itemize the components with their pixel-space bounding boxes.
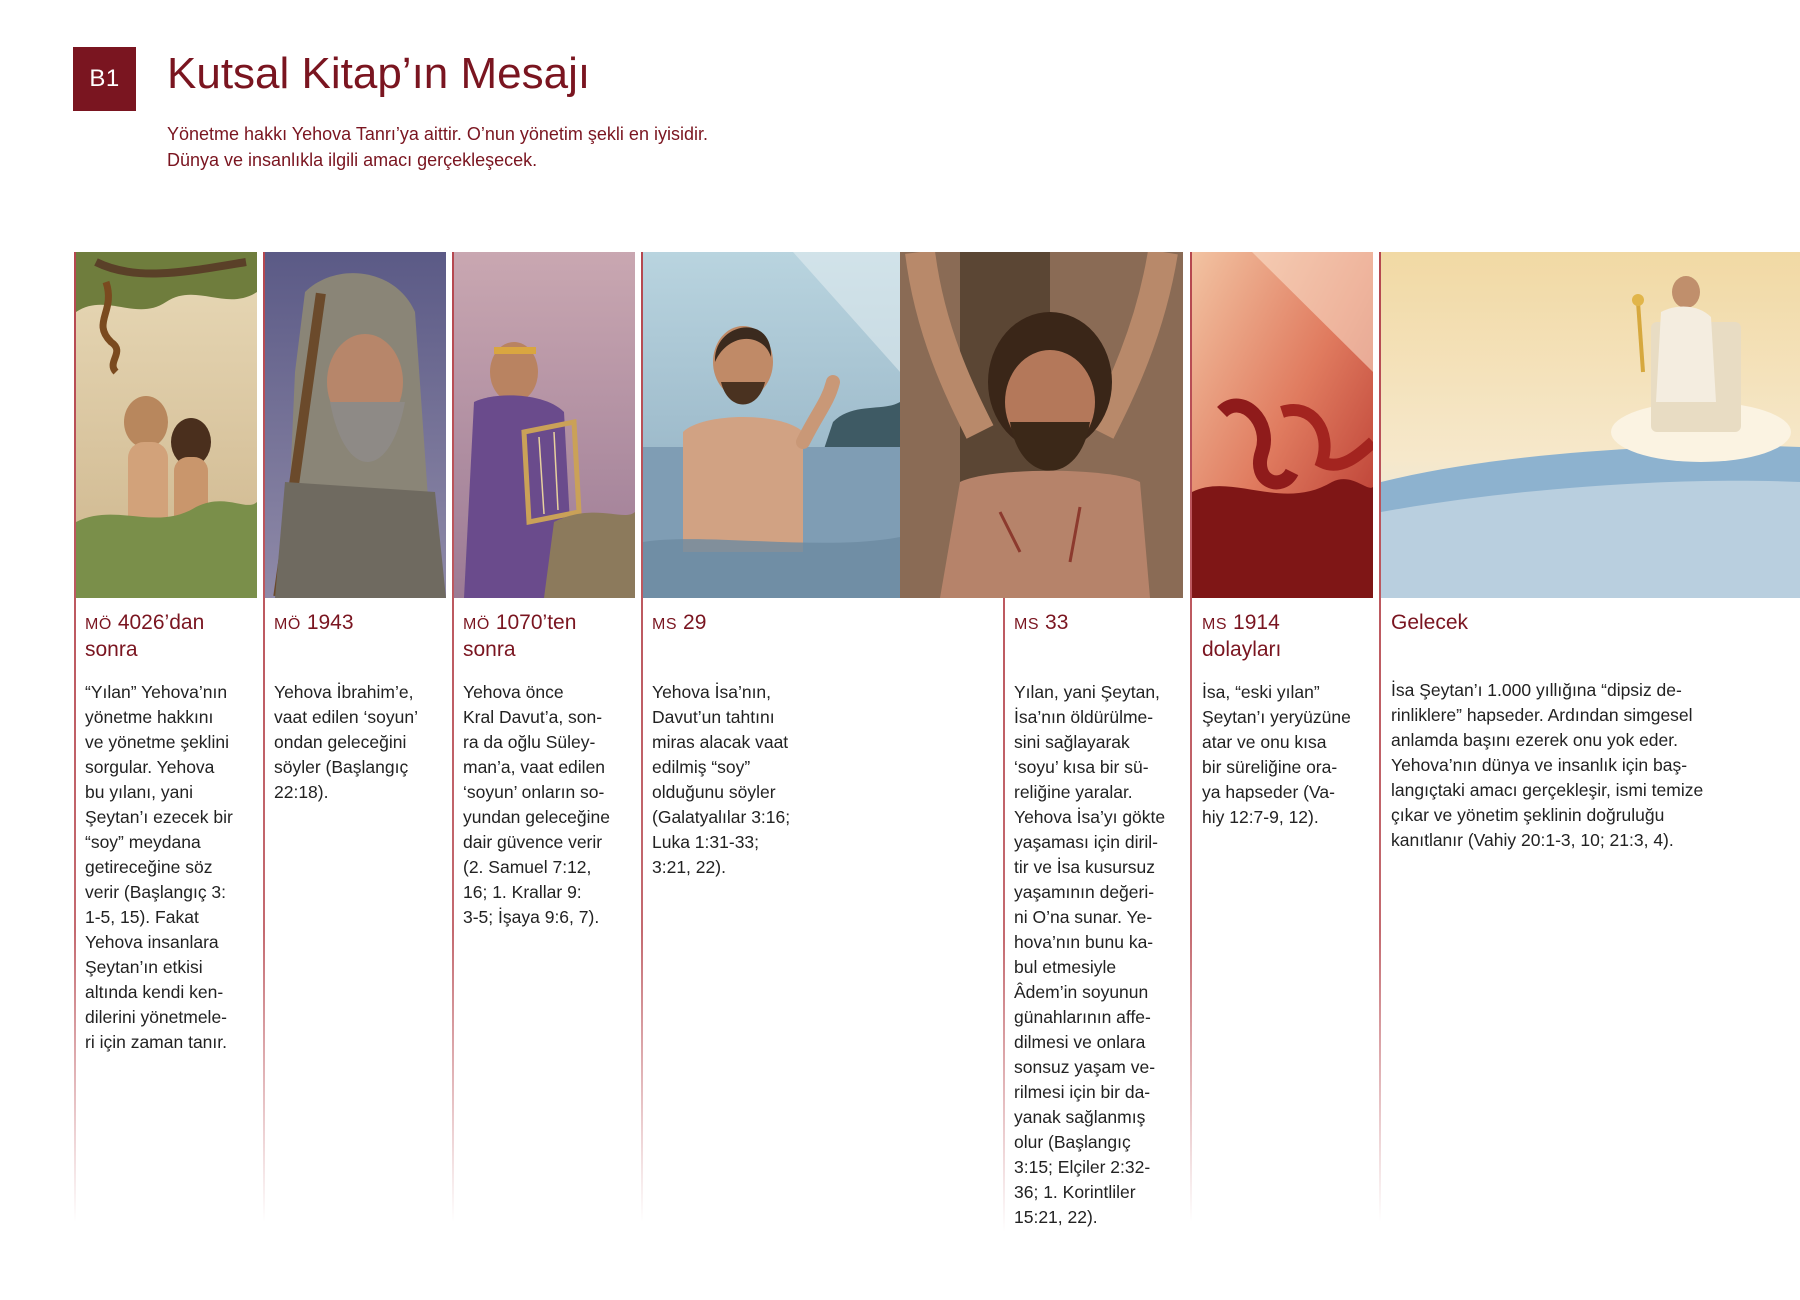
timeline-event [1014,610,1194,1230]
page-title: Kutsal Kitap’ın Mesajı [167,49,591,98]
timeline-event [463,610,643,930]
jesus-stake-illustration [900,252,1183,598]
page-subtitle [167,121,708,173]
king-david-harp-illustration [454,252,635,598]
timeline [0,252,1800,1252]
eden-serpent-illustration [76,252,257,598]
event-description: İsa, “eski yılan” Şeytan’ı yeryüzüne atar ve onu kısa bir süreliğine ora- ya hapseder (Va- hiy 12:7-9, 12). [1202,682,1351,827]
event-description: İsa Şeytan’ı 1.000 yıllığına “dipsiz de- rinliklere” hapseder. Ardından simgesel anlamda başını ezerek onu yok eder. Yehova’nın dünya ve insanlık için baş- langıçtaki amacı gerçekleşir, ismi temize çıkar ve yönetim şeklinin doğruluğu kanıtlanır (Vahiy 20:1-3, 10; 21:3, 4). [1391,680,1704,850]
timeline-event [85,610,260,1055]
timeline-event [1202,610,1382,830]
subtitle-line: Yönetme hakkı Yehova Tanrı’ya aittir. O’nun yönetim şekli en iyisidir. [167,124,708,144]
abraham-illustration [265,252,446,598]
subtitle-line: Dünya ve insanlıkla ilgili amacı gerçekleşecek. [167,150,538,170]
jesus-throne-earth-illustration [1381,252,1800,598]
event-date: MS 29 [652,611,707,634]
event-date: Gelecek [1391,611,1469,634]
event-date: MÖ 1070’ten sonra [463,611,577,661]
section-badge: B1 [73,47,136,111]
event-date: MÖ 4026’dan sonra [85,611,205,661]
satan-cast-down-illustration [1192,252,1373,598]
event-description: Yehova İsa’nın, Davut’un tahtını miras alacak vaat edilmiş “soy” olduğunu söyler (Galatyalılar 3:16; Luka 1:31-33; 3:21, 22). [652,682,791,877]
event-date: MS 33 [1014,611,1069,634]
event-description: “Yılan” Yehova’nın yönetme hakkını ve yönetme şeklini sorgular. Yehova bu yılanı, yani Şeytan’ı ezecek bir “soy” meydana getireceğine söz verir (Başlangıç 3: 1-5, 15). Fakat Yehova insanlara Şeytan’ın etkisi altında kendi ken- dilerini yönetmele- ri için zaman tanır. [85,682,233,1052]
event-description: Yehova önce Kral Davut’a, son- ra da oğlu Süley- man’a, vaat edilen ‘soyun’ onların so- yundan geleceğine dair güvence verir (2. Samuel 7:12, 16; 1. Krallar 9: 3-5; İşaya 9:6, 7). [463,682,610,927]
event-date: MS 1914 dolayları [1202,611,1282,661]
timeline-event [274,610,449,805]
event-date: MÖ 1943 [274,611,354,634]
baptism-jesus-illustration [643,252,900,598]
timeline-event [652,610,852,880]
event-description: Yılan, yani Şeytan, İsa’nın öldürülme- sini sağlayarak ‘soyu’ kısa bir sü- reliğine yaralar. Yehova İsa’yı gökte yaşaması için diril- tir ve İsa kusursuz yaşamının değeri- ni O’na sunar. Ye- hova’nın bunu ka- bul etmesiyle Âdem’in soyunun günahlarının affe- dilmesi ve onlara sonsuz yaşam ve- rilmesi için bir da- yanak sağlanmış olur (Başlangıç 3:15; Elçiler 2:32- 36; 1. Korintliler 15:21, 22). [1014,682,1166,1227]
timeline-event [1391,610,1771,853]
event-description: Yehova İbrahim’e, vaat edilen ‘soyun’ ondan geleceğini söyler (Başlangıç 22:18). [274,682,418,802]
